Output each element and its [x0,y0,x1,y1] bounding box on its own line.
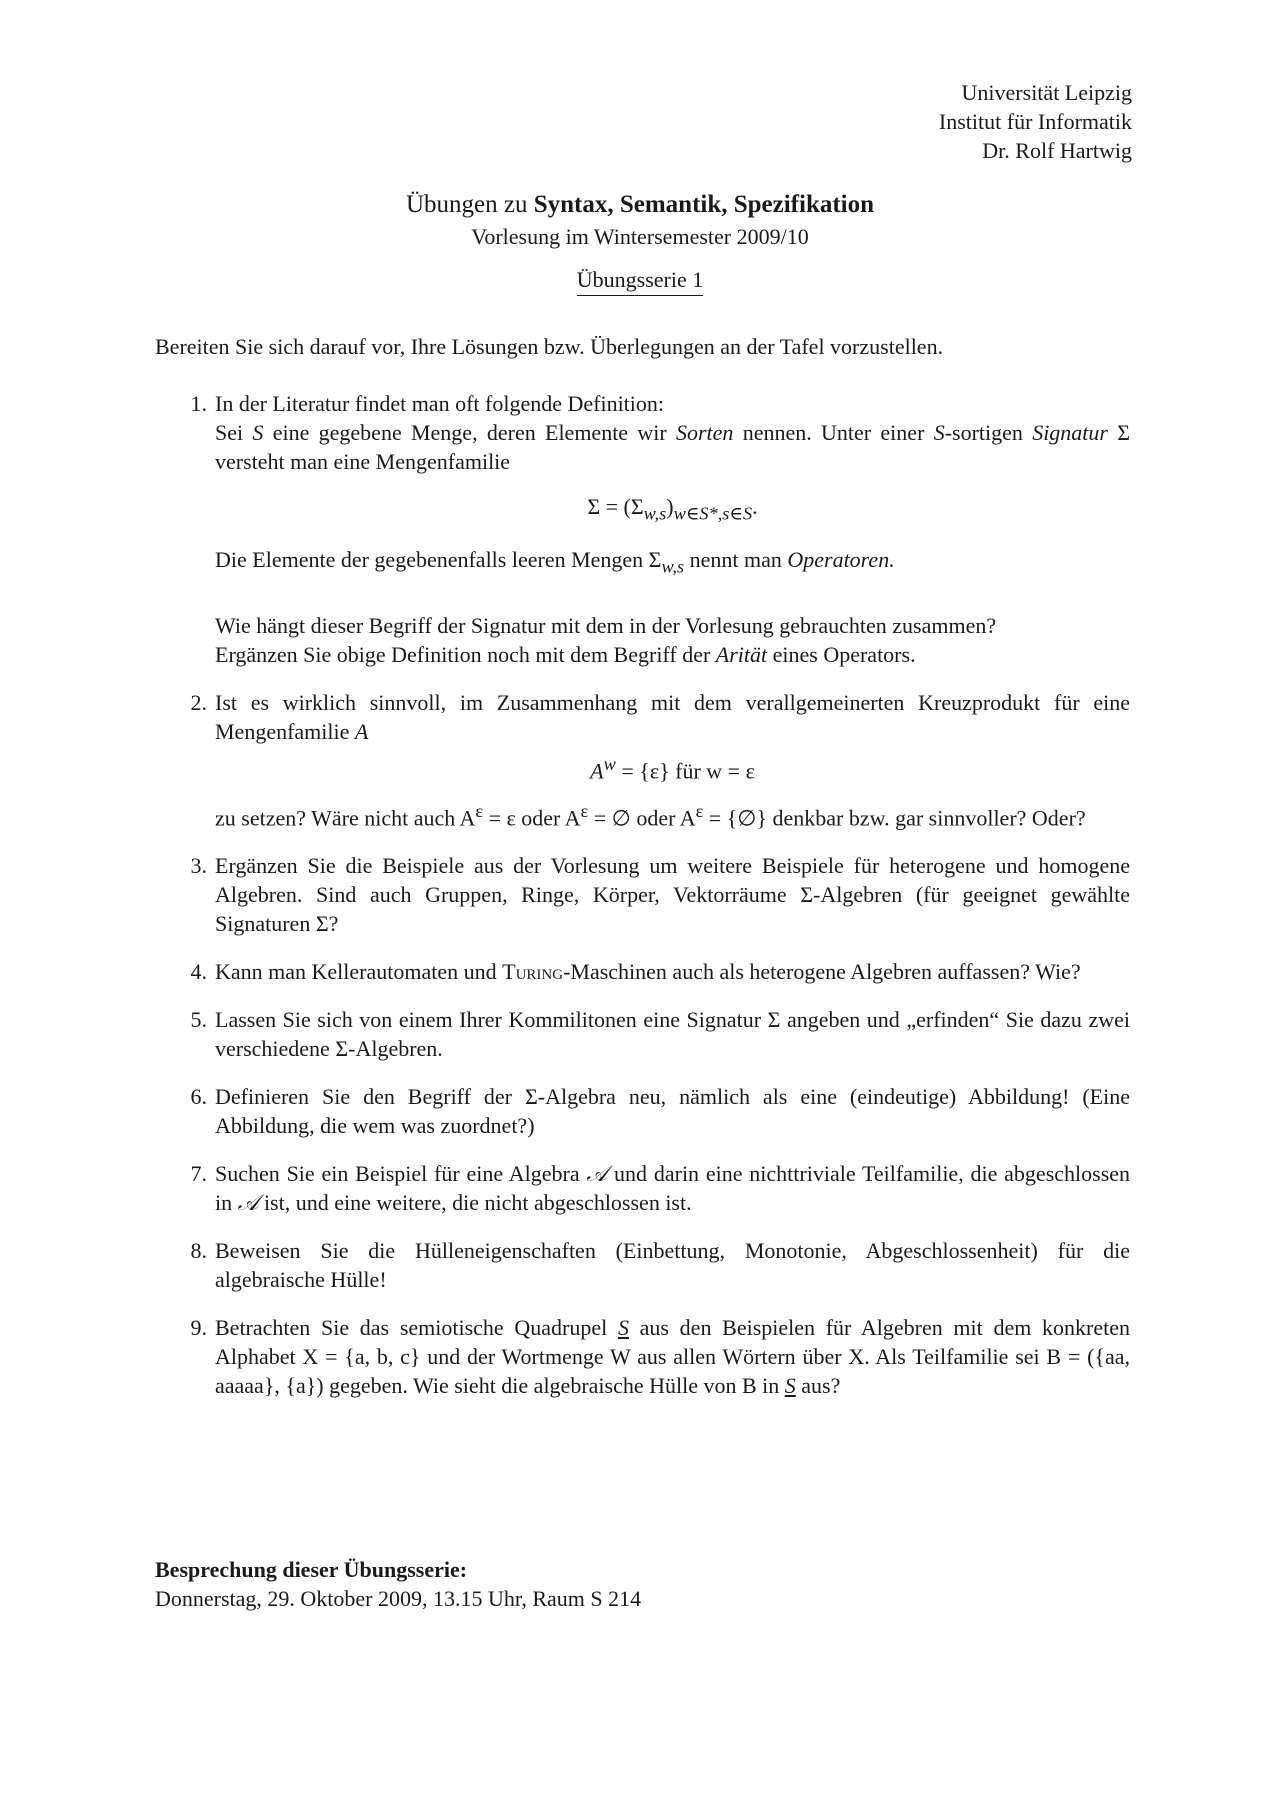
exercise-3-text: Ergänzen Sie die Beispiele aus der Vorlesung um weitere Beispiele für heterogene und homogene Algebren. Sind auch Gruppen, Ringe, Körper, Vektorräume Σ-Algebren (für geeignet gewählte Signaturen Σ? [215,853,1130,937]
exercise-number: 6. [190,1084,207,1110]
page-title [0,188,1280,222]
discussion-date: Donnerstag, 29. Oktober 2009, 13.15 Uhr, Raum S 214 [155,1586,642,1611]
exercise-item-3 [155,851,1130,938]
lecturer-name: Dr. Rolf Hartwig [982,138,1132,163]
title-block [0,188,1280,296]
header-block [939,78,1132,165]
exercise-number: 1. [190,391,207,416]
exercise-2-line1: Ist es wirklich sinnvoll, im Zusammenhang mit dem verallgemeinerten Kreuzprodukt für eine Mengenfamilie A [215,689,1130,744]
exercise-item-5 [155,1005,1130,1063]
exercise-2-line2: zu setzen? Wäre nicht auch $A^\varepsilon = \varepsilon$ oder $A^\varepsilon$ = ∅ oder $A^\varepsilon$ = {∅} denkbar bzw. gar sinnvoller? Oder? [215,801,1086,831]
exercise-1-definition: Sei S eine gegebene Menge, deren Elemente wir Sorten nennen. Unter einer S-sortigen Signatur Σ versteht man eine Mengenfamilie [215,420,1131,474]
exercise-7-text: Suchen Sie ein Beispiel für eine Algebra 𝒜 und darin eine nichttriviale Teilfamilie, die abgeschlossen in 𝒜 ist, und eine weitere, die nicht abgeschlossen ist. [215,1161,1131,1216]
exercise-item-2 [155,688,1130,833]
exercise-1-question-2: Ergänzen Sie obige Definition noch mit dem Begriff der Arität eines Operators. [215,641,916,667]
exercise-number: 5. [190,1007,207,1033]
exercise-number: 2. [190,689,207,715]
page-subtitle: Vorlesung im Wintersemester 2009/10 [471,224,809,249]
exercise-item-1 [155,389,1130,669]
exercise-1-elements: Die Elemente der gegebenenfalls leeren Mengen $\Sigma_{w,s}$ nennt man Operatoren. [215,547,895,577]
footer-block [155,1555,1130,1613]
exercise-item-6 [155,1082,1130,1140]
university-name: Universität Leipzig [961,80,1132,105]
exercise-8-text: Beweisen Sie die Hülleneigenschaften (Einbettung, Monotonie, Abgeschlossenheit) für die algebraische Hülle! [215,1238,1130,1293]
exercise-6-text: Definieren Sie den Begriff der Σ-Algebra neu, nämlich als eine (eindeutige) Abbildung! (Eine Abbildung, die wem was zuordnet?) [215,1084,1130,1139]
exercise-number: 3. [190,853,207,879]
exercise-4-text: Kann man Kellerautomaten und Turing-Maschinen auch als heterogene Algebren auffassen? Wie? [215,959,1081,985]
empty-word-formula: $A^w = \{\varepsilon\}$ für w = ε [590,753,755,784]
exercise-9-text: Betrachten Sie das semiotische Quadrupel S aus den Beispielen für Algebren mit dem konkreten Alphabet X = {a, b, c} und der Wortmenge W aus allen Wörtern über X. Als Teilfamilie sei B = ({aa, aaaaa}, {a}) gegeben. Wie sieht die algebraische Hülle von B in S aus? [215,1315,1130,1399]
exercise-list [155,389,1130,1400]
exercise-number: 9. [190,1315,207,1341]
exercise-item-7 [155,1159,1130,1217]
exercise-1-question: Wie hängt dieser Begriff der Signatur mit dem in der Vorlesung gebrauchten zusammen? [215,612,997,638]
exercise-item-9 [155,1313,1130,1400]
exercise-item-4 [155,957,1130,986]
institute-name: Institut für Informatik [938,109,1132,134]
course-name: Syntax, Semantik, Spezifikation [533,191,875,218]
series-title: Übungsserie 1 [577,266,703,296]
intro-text: Bereiten Sie sich darauf vor, Ihre Lösungen bzw. Überlegungen an der Tafel vorzustellen. [155,334,944,359]
exercise-number: 4. [190,959,207,985]
exercise-item-8 [155,1236,1130,1294]
exercise-number: 8. [190,1238,207,1264]
exercise-number: 7. [190,1161,207,1187]
exercise-5-text: Lassen Sie sich von einem Ihrer Kommilitonen eine Signatur Σ angeben und „erfinden“ Sie dazu zwei verschiedene Σ-Algebren. [215,1007,1130,1062]
signature-formula: $\Sigma = (\Sigma_{w,s})_{w\in S*,s\in S}$. [587,494,758,524]
exercise-1-line1: In der Literatur findet man oft folgende Definition: [215,391,665,416]
discussion-label: Besprechung dieser Übungsserie: [155,1557,468,1582]
title-prefix: Übungen zu [405,191,528,218]
